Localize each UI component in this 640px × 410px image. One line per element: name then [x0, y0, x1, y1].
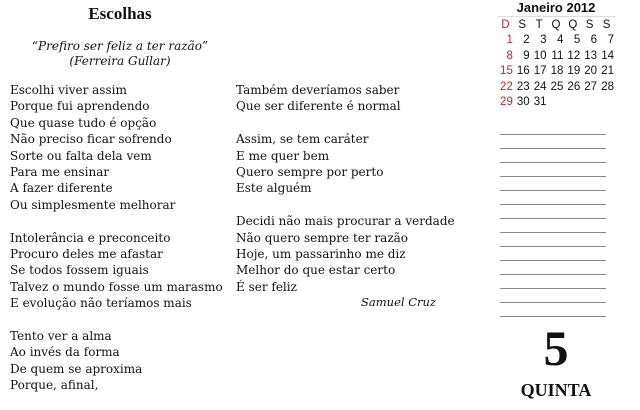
- poem-line: E me quer bem: [236, 148, 330, 163]
- weekday-header: S: [585, 18, 594, 31]
- note-line: [500, 303, 606, 317]
- stanza: [10, 230, 223, 312]
- poem-line: Não preciso ficar sofrendo: [10, 132, 172, 147]
- calendar-day: 2: [523, 34, 530, 47]
- calendar-day: [564, 95, 581, 111]
- epigraph: [0, 39, 240, 69]
- calendar-day: 28: [601, 80, 614, 93]
- stanza: [10, 82, 223, 213]
- notes-lines: [500, 121, 606, 317]
- note-line: [500, 177, 606, 191]
- poem-line: Este alguém: [236, 181, 312, 196]
- calendar-day: 8: [506, 49, 513, 62]
- poem-line: Se todos fossem iguais: [10, 263, 149, 278]
- weekday-header: S: [602, 18, 611, 31]
- calendar-day: 22: [500, 80, 513, 93]
- note-line: [500, 289, 606, 303]
- calendar-title: Janeiro 2012: [497, 0, 615, 17]
- note-line: [500, 121, 606, 135]
- calendar-day: 9: [523, 49, 530, 62]
- calendar-day: 21: [601, 65, 614, 78]
- note-line: [500, 233, 606, 247]
- poem-line: Assim, se tem caráter: [236, 132, 369, 147]
- note-line: [500, 219, 606, 233]
- calendar-day: 17: [533, 65, 547, 78]
- poem-line: Ao invés da forma: [10, 345, 120, 360]
- calendar-day: 23: [516, 80, 530, 93]
- weekday-header: Q: [551, 18, 561, 31]
- poem-line: Melhor do que estar certo: [236, 263, 396, 278]
- calendar-week: [497, 79, 615, 95]
- epigraph-author: (Ferreira Gullar): [69, 54, 171, 68]
- calendar-day: 18: [550, 65, 564, 78]
- mini-calendar: [497, 0, 615, 110]
- note-line: [500, 135, 606, 149]
- signature: Samuel Cruz: [361, 295, 436, 309]
- weekday-header: T: [535, 18, 543, 31]
- calendar-day: [581, 95, 598, 111]
- calendar-day: 4: [556, 34, 564, 47]
- weekday-header: Q: [568, 18, 578, 31]
- poem-line: Que quase tudo é opção: [10, 115, 157, 130]
- weekday-header: S: [518, 18, 527, 31]
- weekday-label: QUINTA: [520, 380, 592, 400]
- calendar-day: 7: [607, 34, 614, 47]
- poem-line: É ser feliz: [236, 279, 297, 294]
- calendar-day: 26: [567, 80, 581, 93]
- calendar-day: 24: [533, 80, 547, 93]
- poem-line: De quem se aproxima: [10, 361, 143, 376]
- calendar-day: 1: [506, 34, 513, 47]
- stanza: [236, 213, 455, 295]
- calendar-day: 30: [516, 96, 530, 109]
- poem-line: Decidi não mais procurar a verdade: [236, 214, 455, 229]
- calendar-day: 20: [584, 65, 598, 78]
- calendar-day: [548, 95, 565, 111]
- calendar-day: 11: [551, 49, 564, 62]
- calendar-day: 15: [500, 65, 513, 78]
- poem-line: Talvez o mundo fosse um marasmo: [10, 279, 223, 294]
- poem-line: Sorte ou falta dela vem: [10, 148, 152, 163]
- calendar-day: 27: [584, 80, 598, 93]
- poem-line: Quero sempre por perto: [236, 165, 384, 180]
- poem-line: E evolução não teríamos mais: [10, 296, 192, 311]
- calendar-week: [497, 95, 615, 111]
- poem-line: Também deveríamos saber: [236, 83, 400, 97]
- poem-line: Para me ensinar: [10, 165, 110, 180]
- note-line: [500, 205, 606, 219]
- calendar-day: 5: [573, 34, 581, 47]
- calendar-day: 13: [584, 49, 598, 62]
- calendar-week: [497, 48, 615, 64]
- poem-line: Escolhi viver assim: [10, 83, 127, 97]
- calendar-day: 3: [540, 34, 547, 47]
- poem-column-2: [236, 82, 455, 312]
- poem-line: Tento ver a alma: [10, 329, 112, 344]
- poem-line: Não quero sempre ter razão: [236, 230, 409, 245]
- stanza: [10, 328, 223, 394]
- poem-line: Porque, afinal,: [10, 378, 99, 393]
- poem-line: Intolerância e preconceito: [10, 230, 171, 245]
- poem-line: Ou simplesmente melhorar: [10, 197, 176, 212]
- note-line: [500, 261, 606, 275]
- calendar-day: 31: [533, 96, 547, 109]
- weekday-header: D: [501, 18, 510, 31]
- calendar-day: 16: [516, 65, 530, 78]
- poem-title: Escolhas: [88, 4, 152, 23]
- calendar-week: [497, 64, 615, 80]
- poem-line: Hoje, um passarinho me diz: [236, 247, 406, 262]
- poem-line: Que ser diferente é normal: [236, 99, 401, 114]
- note-line: [500, 149, 606, 163]
- stanza: [236, 131, 455, 197]
- calendar-day: 10: [533, 49, 547, 62]
- note-line: [500, 163, 606, 177]
- calendar-day: 29: [500, 96, 513, 109]
- calendar-day: 25: [550, 80, 564, 93]
- calendar-day: 19: [567, 65, 581, 78]
- calendar-day: 14: [601, 49, 614, 62]
- calendar-day: 12: [567, 49, 581, 62]
- stanza: [236, 82, 455, 115]
- note-line: [500, 275, 606, 289]
- calendar-day: 6: [590, 34, 598, 47]
- calendar-week: [497, 33, 615, 49]
- epigraph-quote: “Prefiro ser feliz a ter razão”: [31, 39, 209, 53]
- poem-line: A fazer diferente: [10, 181, 113, 196]
- day-number: 5: [543, 320, 569, 376]
- poem-line: Procuro deles me afastar: [10, 247, 163, 262]
- note-line: [500, 191, 606, 205]
- calendar-day: [598, 95, 615, 111]
- poem-column-1: [10, 82, 223, 410]
- note-line: [500, 247, 606, 261]
- poem-line: Porque fui aprendendo: [10, 99, 150, 114]
